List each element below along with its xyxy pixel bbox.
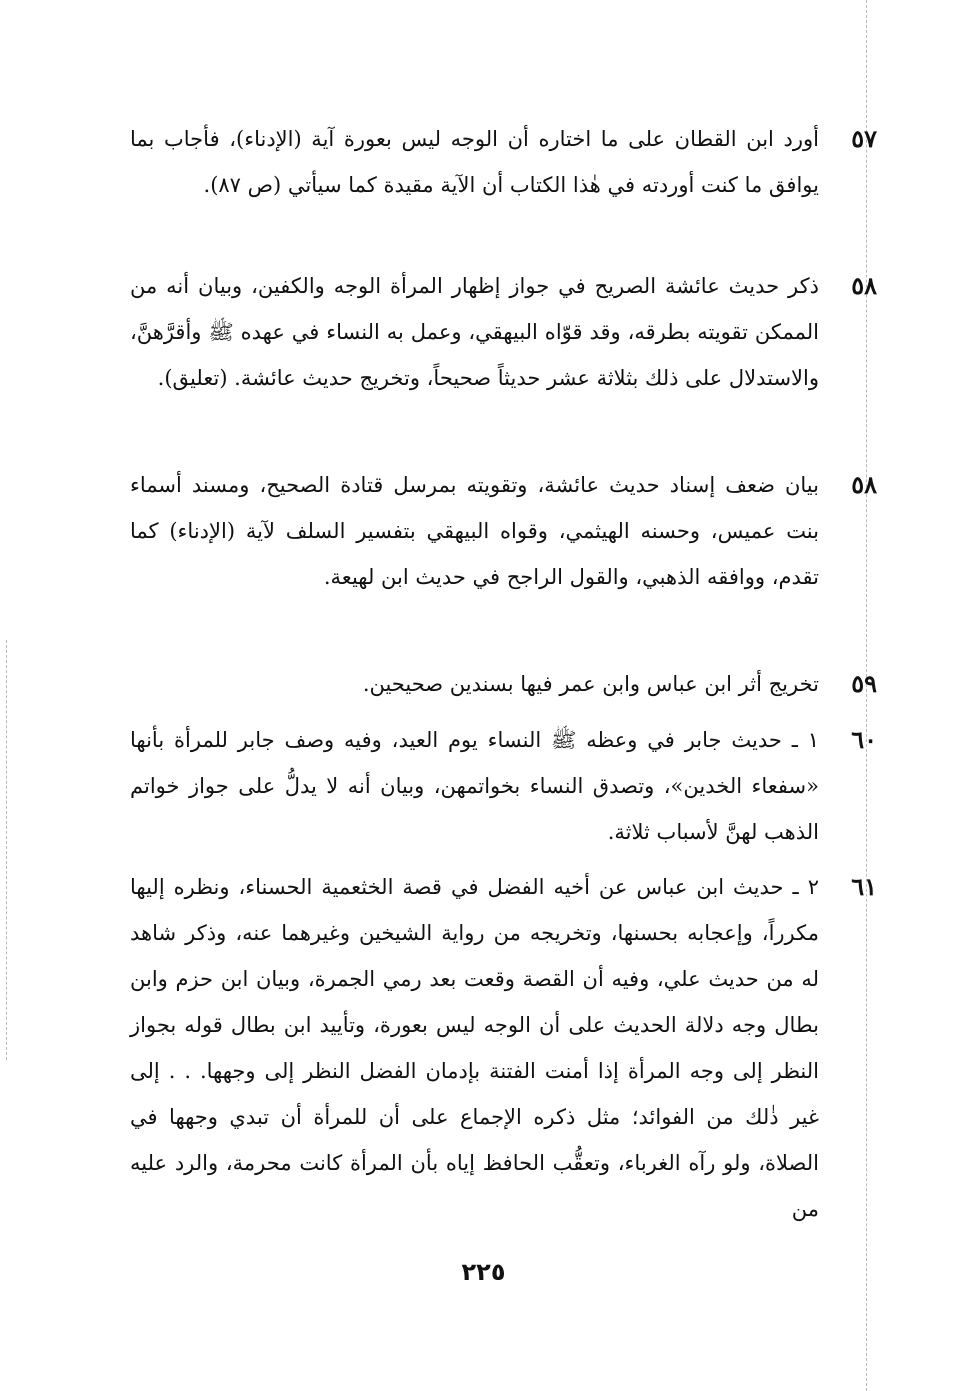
entry-text: ٢ ـ حديث ابن عباس عن أخيه الفضل في قصة الخثعمية الحسناء، ونظره إليها مكرراً، وإعجابه بحسنها، وتخريجه من رواية الشيخين وغيرهما عنه، وذكر شاهد له من حديث علي، وفيه أن القصة وقعت بعد رمي الجمرة، وبيان ابن حزم وابن بطال وجه دلالة الحديث على أن الوجه ليس بعورة، وتأييد ابن بطال قوله بجواز النظر إلى وجه المرأة إذا أمنت الفتنة بإدمان الفضل النظر إلى وجهها. . . إلى غير ذٰلك من الفوائد؛ مثل ذكره الإجماع على أن للمرأة أن تبدي وجهها في الصلاة، ولو رآه الغرباء، وتعقُّب الحافظ إياه بأن المرأة كانت محرمة، والرد عليه من — [130, 875, 819, 1221]
index-entry-58a — [130, 263, 877, 401]
entry-number: ٥٩ — [851, 669, 877, 698]
entry-number: ٦٠ — [851, 725, 877, 754]
entry-text: أورد ابن القطان على ما اختاره أن الوجه ليس بعورة آية (الإدناء)، فأجاب بما يوافق ما كنت أوردته في هٰذا الكتاب أن الآية مقيدة كما سيأتي (ص ٨٧). — [130, 127, 819, 197]
entry-text: ١ ـ حديث جابر في وعظه ﷺ النساء يوم العيد، وفيه وصف جابر للمرأة بأنها «سفعاء الخدين»، وتصدق النساء بخواتمهن، وبيان أنه لا يدلُّ على جواز خواتم الذهب لهنَّ لأسباب ثلاثة. — [130, 728, 819, 844]
entry-number: ٥٧ — [851, 124, 877, 153]
entry-number: ٥٨ — [851, 470, 877, 499]
index-entry-60 — [130, 717, 877, 855]
index-entry-58b — [130, 462, 877, 600]
entry-text: بيان ضعف إسناد حديث عائشة، وتقويته بمرسل قتادة الصحيح، ومسند أسماء بنت عميس، وحسنه الهيثمي، وقواه البيهقي بتفسير السلف لآية (الإدناء) كما تقدم، ووافقه الذهبي، والقول الراجح في حديث ابن لهيعة. — [130, 473, 819, 589]
index-entry-57 — [130, 116, 877, 208]
index-entry-61 — [130, 864, 877, 1232]
page-number: ٢٢٥ — [461, 1258, 506, 1286]
index-entry-59 — [130, 661, 877, 707]
entry-text: تخريج أثر ابن عباس وابن عمر فيها بسندين صحيحين. — [362, 672, 819, 696]
entry-number: ٦١ — [851, 872, 877, 901]
entry-text: ذكر حديث عائشة الصريح في جواز إظهار المرأة الوجه والكفين، وبيان أنه من الممكن تقويته بطرقه، وقد قوّاه البيهقي، وعمل به النساء في عهده ﷺ وأقرَّهنَّ، والاستدلال على ذلك بثلاثة عشر حديثاً صحيحاً، وتخريج حديث عائشة. (تعليق). — [130, 274, 819, 390]
entry-number: ٥٨ — [851, 271, 877, 300]
scan-left-line — [6, 640, 7, 1060]
